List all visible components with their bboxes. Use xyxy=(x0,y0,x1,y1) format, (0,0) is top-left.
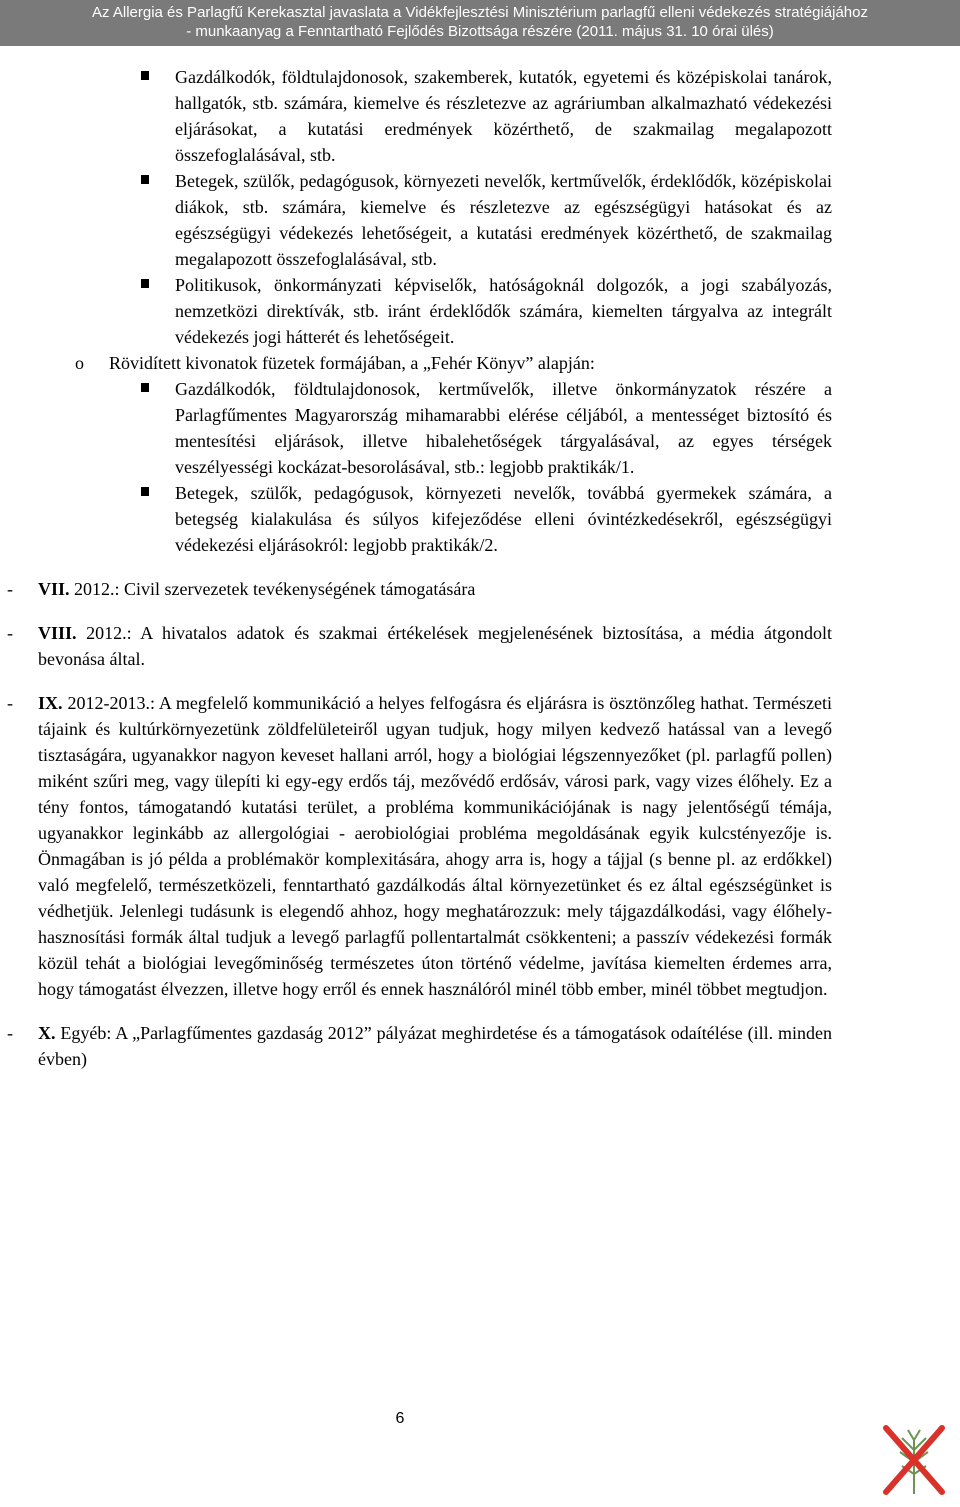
list-item-text: Gazdálkodók, földtulajdonosok, kertművelők, illetve önkormányzatok részére a Parlagfűmentes Magyarország mihamarabbi elérése céljából, a mentességet biztosító és mentesítési eljárások, illetve hibalehetőségek tárgyalásával, az egyes térségek veszélyességi kockázat-besorolásával, stb.: legjobb praktikák/1. xyxy=(175,379,832,477)
dash-marker: - xyxy=(7,693,13,713)
numbered-item-vii xyxy=(7,576,832,602)
square-bullet-icon xyxy=(141,71,149,80)
list-item xyxy=(38,480,832,558)
item-text: Egyéb: A „Parlagfűmentes gazdaság 2012” pályázat meghirdetése és a támogatások odaítélése (ill. minden évben) xyxy=(38,1023,832,1069)
numbered-item-ix xyxy=(7,690,832,1002)
dash-marker: - xyxy=(7,623,13,643)
item-number: VIII. xyxy=(38,623,77,643)
document-body xyxy=(7,64,832,1072)
item-number: X. xyxy=(38,1023,56,1043)
numbered-item-viii xyxy=(7,620,832,672)
list-item xyxy=(38,272,832,350)
sub-list-item xyxy=(38,350,832,376)
square-bullet-icon xyxy=(141,279,149,288)
list-item-text: Politikusok, önkormányzati képviselők, hatóságoknál dolgozók, a jogi szabályozás, nemzetközi direktívák, stb. iránt érdeklődők számára, kiemelten tárgyalva az integrált védekezés jogi hátterét és lehetőségeit. xyxy=(175,275,832,347)
dash-marker: - xyxy=(7,1023,13,1043)
dash-marker: - xyxy=(7,579,13,599)
list-item xyxy=(38,376,832,480)
item-number: VII. xyxy=(38,579,70,599)
list-item xyxy=(38,168,832,272)
item-text: 2012.: Civil szervezetek tevékenységének támogatására xyxy=(69,579,476,599)
crossed-ragweed-logo-icon xyxy=(878,1420,950,1498)
header-line-1: Az Allergia és Parlagfű Kerekasztal javaslata a Vidékfejlesztési Minisztérium parlagfű elleni védekezés stratégiájához xyxy=(92,4,868,21)
numbered-item-x xyxy=(7,1020,832,1072)
page-number: 6 xyxy=(395,1410,405,1427)
sub-list-item-text: Rövidített kivonatok füzetek formájában, a „Fehér Könyv” alapján: xyxy=(109,353,595,373)
header-line-2: - munkaanyag a Fenntartható Fejlődés Bizottsága részére (2011. május 31. 10 órai ülés) xyxy=(186,23,774,40)
list-item-text: Gazdálkodók, földtulajdonosok, szakemberek, kutatók, egyetemi és középiskolai tanárok, hallgatók, stb. számára, kiemelve és részletezve az agráriumban alkalmazható védekezési eljárásokat, a kutatási eredmények közérthető, de szakmailag megalapozott összefoglalásával, stb. xyxy=(175,67,832,165)
circle-bullet-icon: o xyxy=(75,353,84,373)
item-number: IX. xyxy=(38,693,63,713)
square-bullet-icon xyxy=(141,383,149,392)
square-bullet-icon xyxy=(141,487,149,496)
item-text: 2012-2013.: A megfelelő kommunikáció a helyes felfogásra és eljárásra is ösztönzőleg hathat. Természeti tájaink és kultúrkörnyezetünk zöldfelületeiről ugyan tudjuk, hogy milyen kedvező hatással van a levegő tisztaságára, ugyanakkor nagyon keveset hallani arról, hogy a biológiai légszennyezőket (pl. parlagfű pollen) miként szűri meg, vagy ülepíti ki egy-egy erdős táj, mezővédő erdősáv, városi park, vagy vizes élőhely. Ez a tény fontos, támogatandó kutatási terület, a probléma kommunikációjának is nagy jelentőségű témája, ugyanakkor leginkább az allergológiai - aerobiológiai probléma megoldásának egyik kulcstényezője is. Önmagában is jó példa a problémakör komplexitására, ahogy arra is, hogy a tájjal (s benne pl. az erdőkkel) való megfelelő, természetközeli, fenntartható gazdálkodás által környezetünket és ez által egészségünket is védhetjük. Jelenlegi tudásunk is elegendő ahhoz, hogy meghatározzuk: mely tájgazdálkodási, vagy élőhely-hasznosítási formák által tudjuk a levegő parlagfű pollentartalmát csökkenteni; a passzív védekezési formák közül tehát a biológiai levegőminőség természetes úton történő védelme, javítása kiemelten érdemes arra, hogy támogatást élvezzen, illetve hogy erről és ennek használóról minél több ember, minél többet megtudjon. xyxy=(38,693,832,999)
list-item xyxy=(38,64,832,168)
list-item-text: Betegek, szülők, pedagógusok, környezeti nevelők, kertművelők, érdeklődők, középiskolai diákok, stb. számára, kiemelve és részletezve az egészségügyi hatásokat és az egészségügyi védekezés lehetőségeit, a kutatási eredmények közérthető, de szakmailag megalapozott összefoglalásával, stb. xyxy=(175,171,832,269)
item-text: 2012.: A hivatalos adatok és szakmai értékelések megjelenésének biztosítása, a média átgondolt bevonása által. xyxy=(38,623,832,669)
list-item-text: Betegek, szülők, pedagógusok, környezeti nevelők, továbbá gyermekek számára, a betegség kialakulása és súlyos kifejeződése elleni óvintézkedésekről, egészségügyi védekezési eljárásokról: legjobb praktikák/2. xyxy=(175,483,832,555)
document-header xyxy=(0,0,960,46)
square-bullet-icon xyxy=(141,175,149,184)
